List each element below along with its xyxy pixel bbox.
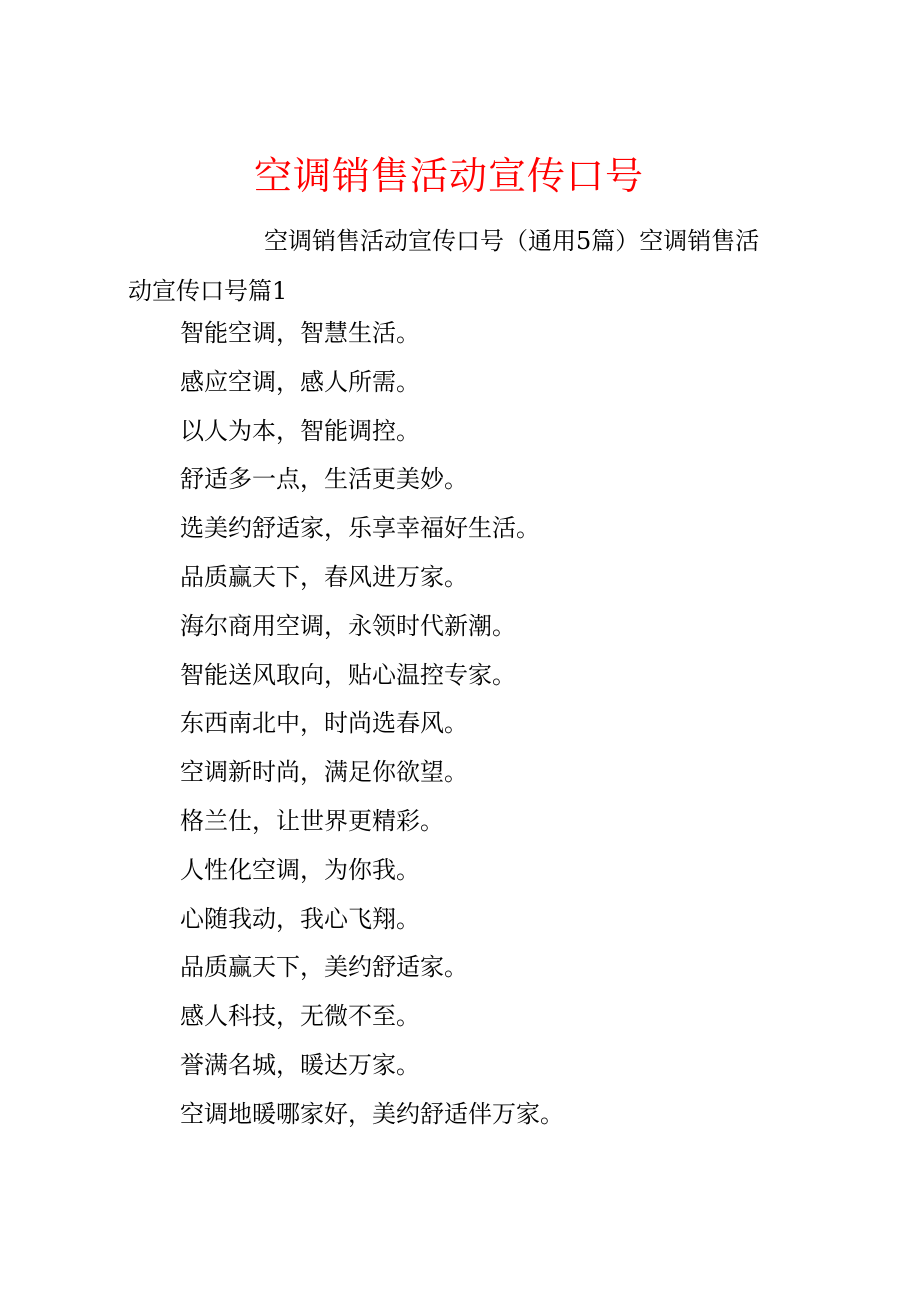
slogan-item: 选美约舒适家，乐享幸福好生活。 bbox=[180, 514, 540, 543]
slogan-item: 誉满名城，暖达万家。 bbox=[180, 1050, 420, 1079]
slogan-item: 海尔商用空调，永领时代新潮。 bbox=[180, 611, 516, 640]
document-intro: 空调销售活动宣传口号（通用5篇）空调销售活动宣传口号篇1 bbox=[128, 227, 760, 305]
slogan-item: 东西南北中，时尚选春风。 bbox=[180, 709, 468, 738]
slogan-item: 智能送风取向，贴心温控专家。 bbox=[180, 660, 516, 689]
slogan-item: 以人为本，智能调控。 bbox=[180, 416, 420, 445]
slogan-item: 空调新时尚，满足你欲望。 bbox=[180, 758, 468, 787]
slogan-item: 心随我动，我心飞翔。 bbox=[180, 904, 420, 933]
slogan-list bbox=[180, 309, 820, 1139]
slogan-item: 品质赢天下，春风进万家。 bbox=[180, 562, 468, 591]
slogan-item: 舒适多一点，生活更美妙。 bbox=[180, 465, 468, 494]
document-title: 空调销售活动宣传口号 bbox=[253, 154, 644, 198]
slogan-item: 品质赢天下，美约舒适家。 bbox=[180, 953, 468, 982]
slogan-item: 空调地暖哪家好，美约舒适伴万家。 bbox=[180, 1099, 564, 1128]
slogan-item: 感人科技，无微不至。 bbox=[180, 1002, 420, 1031]
slogan-item: 人性化空调，为你我。 bbox=[180, 855, 420, 884]
slogan-item: 智能空调，智慧生活。 bbox=[180, 319, 420, 347]
slogan-item: 格兰仕，让世界更精彩。 bbox=[180, 806, 444, 835]
slogan-item: 感应空调，感人所需。 bbox=[180, 367, 420, 396]
